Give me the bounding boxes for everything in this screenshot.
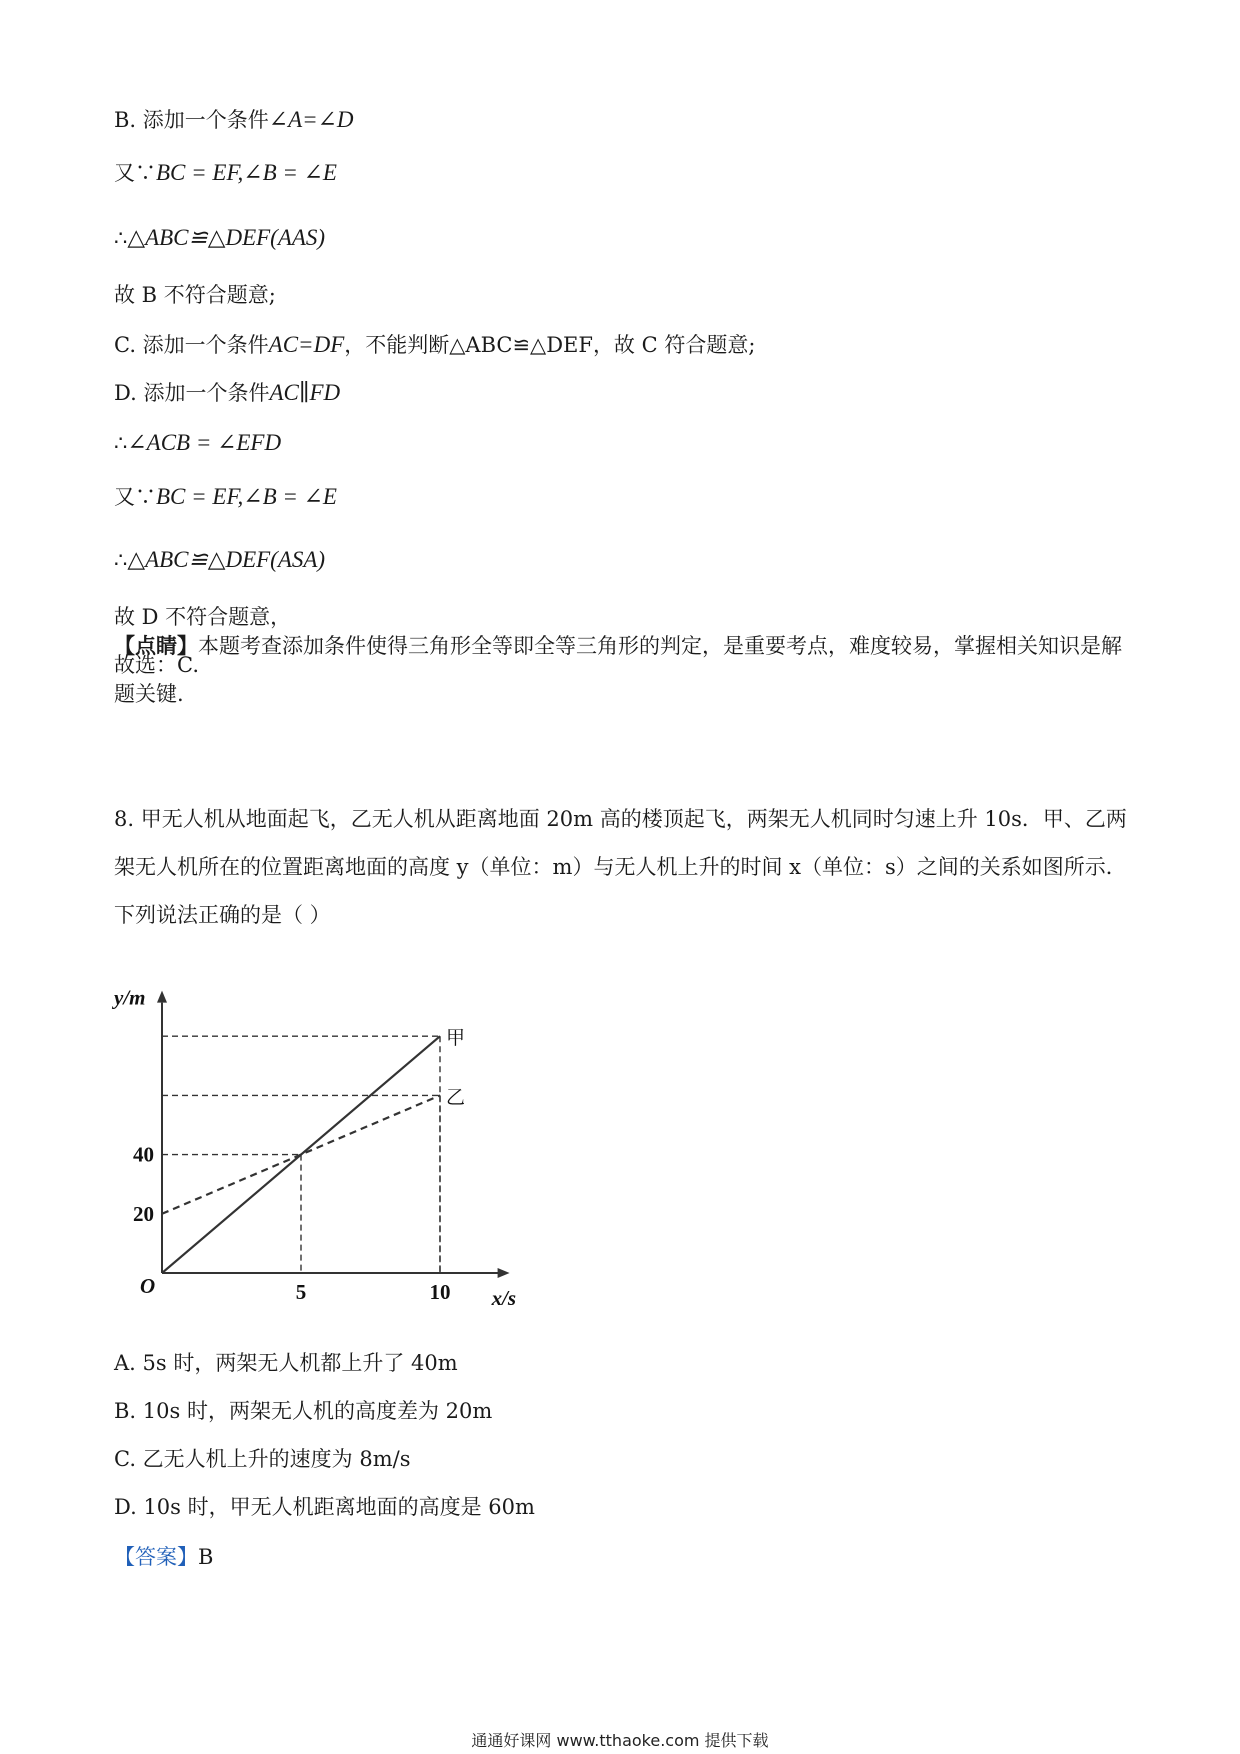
question-paragraph: [114, 795, 1134, 939]
line-b_option: [114, 105, 354, 135]
line-prefix: ∴: [114, 226, 128, 250]
line-math: BC = EF,∠B = ∠E: [156, 160, 337, 185]
line-prefix: D. 添加一个条件: [114, 381, 270, 405]
answer-tag: 【答案】: [114, 1545, 198, 1569]
x-tick-label-2: 10: [429, 1280, 451, 1304]
line-suffix: ，不能判断△ABC≌△DEF，故 C 符合题意;: [344, 333, 756, 357]
line-math: ∠A=∠D: [268, 107, 354, 132]
line-b_conclusion: [114, 223, 325, 253]
line-prefix: C. 添加一个条件: [114, 333, 269, 357]
option-b: B. 10s 时，两架无人机的高度差为 20m: [114, 1399, 493, 1423]
x-axis-label: x/s: [491, 1286, 517, 1310]
line-math: AC=DF: [268, 332, 345, 357]
series-label-1: 甲: [446, 1027, 466, 1050]
line-d_conclusion: [114, 545, 325, 575]
x-axis-arrow: [498, 1268, 510, 1278]
line-prefix: ∴: [114, 431, 128, 455]
y-tick-label-1: 20: [133, 1201, 154, 1226]
line-text: 故 D 不符合题意，: [114, 605, 292, 629]
comment-paragraph: [114, 622, 1134, 718]
line-math: △ABC≌△DEF(AAS): [127, 225, 326, 250]
comment-tag: 【点睛】: [114, 633, 198, 658]
line-d_option: [114, 378, 340, 408]
series-label-2: 乙: [446, 1086, 466, 1109]
origin-label: O: [140, 1274, 156, 1298]
y-tick-label-2: 40: [133, 1142, 154, 1167]
line-b_given: [114, 158, 337, 188]
line-math: AC∥FD: [269, 380, 341, 405]
line-d_given: [114, 482, 337, 512]
option-c: C. 乙无人机上升的速度为 8m/s: [114, 1447, 411, 1471]
page-footer: 通通好课网 www.tthaoke.com 提供下载: [471, 1731, 769, 1750]
line-c_option: [114, 330, 755, 360]
comment-text: 本题考查添加条件使得三角形全等即全等三角形的判定，是重要考点，难度较易，掌握相关知识是解题关键.: [114, 634, 1122, 706]
line-prefix: ∴: [114, 548, 128, 572]
line-prefix: 又∵: [114, 485, 156, 509]
line-text: 故 B 不符合题意;: [114, 283, 276, 307]
option-a: A. 5s 时，两架无人机都上升了 40m: [114, 1351, 458, 1375]
line-prefix: 又∵: [114, 161, 156, 185]
line-math: BC = EF,∠B = ∠E: [156, 484, 337, 509]
line-math: △ABC≌△DEF(ASA): [127, 547, 326, 572]
y-axis-arrow: [157, 991, 167, 1003]
y-axis-label: y/m: [114, 985, 146, 1010]
answer-line: [114, 1542, 213, 1572]
line-b_result: [114, 280, 276, 310]
line-text: 故选：C.: [114, 653, 199, 677]
line-d_angle: [114, 428, 281, 458]
height-time-chart: [110, 975, 550, 1315]
line-prefix: B. 添加一个条件: [114, 108, 269, 132]
x-tick-label-1: 5: [295, 1280, 307, 1304]
question-text: 8. 甲无人机从地面起飞，乙无人机从距离地面 20m 高的楼顶起飞，两架无人机同时匀速上升 10s．甲、乙两架无人机所在的位置距离地面的高度 y（单位：m）与无人机上升的时间 x（单位：s）之间的关系如图所示．下列说法正确的是（ ）: [114, 807, 1127, 927]
answer-value: B: [198, 1545, 214, 1569]
line-math: ∠ACB = ∠EFD: [127, 430, 282, 455]
option-d: D. 10s 时，甲无人机距离地面的高度是 60m: [114, 1495, 535, 1519]
